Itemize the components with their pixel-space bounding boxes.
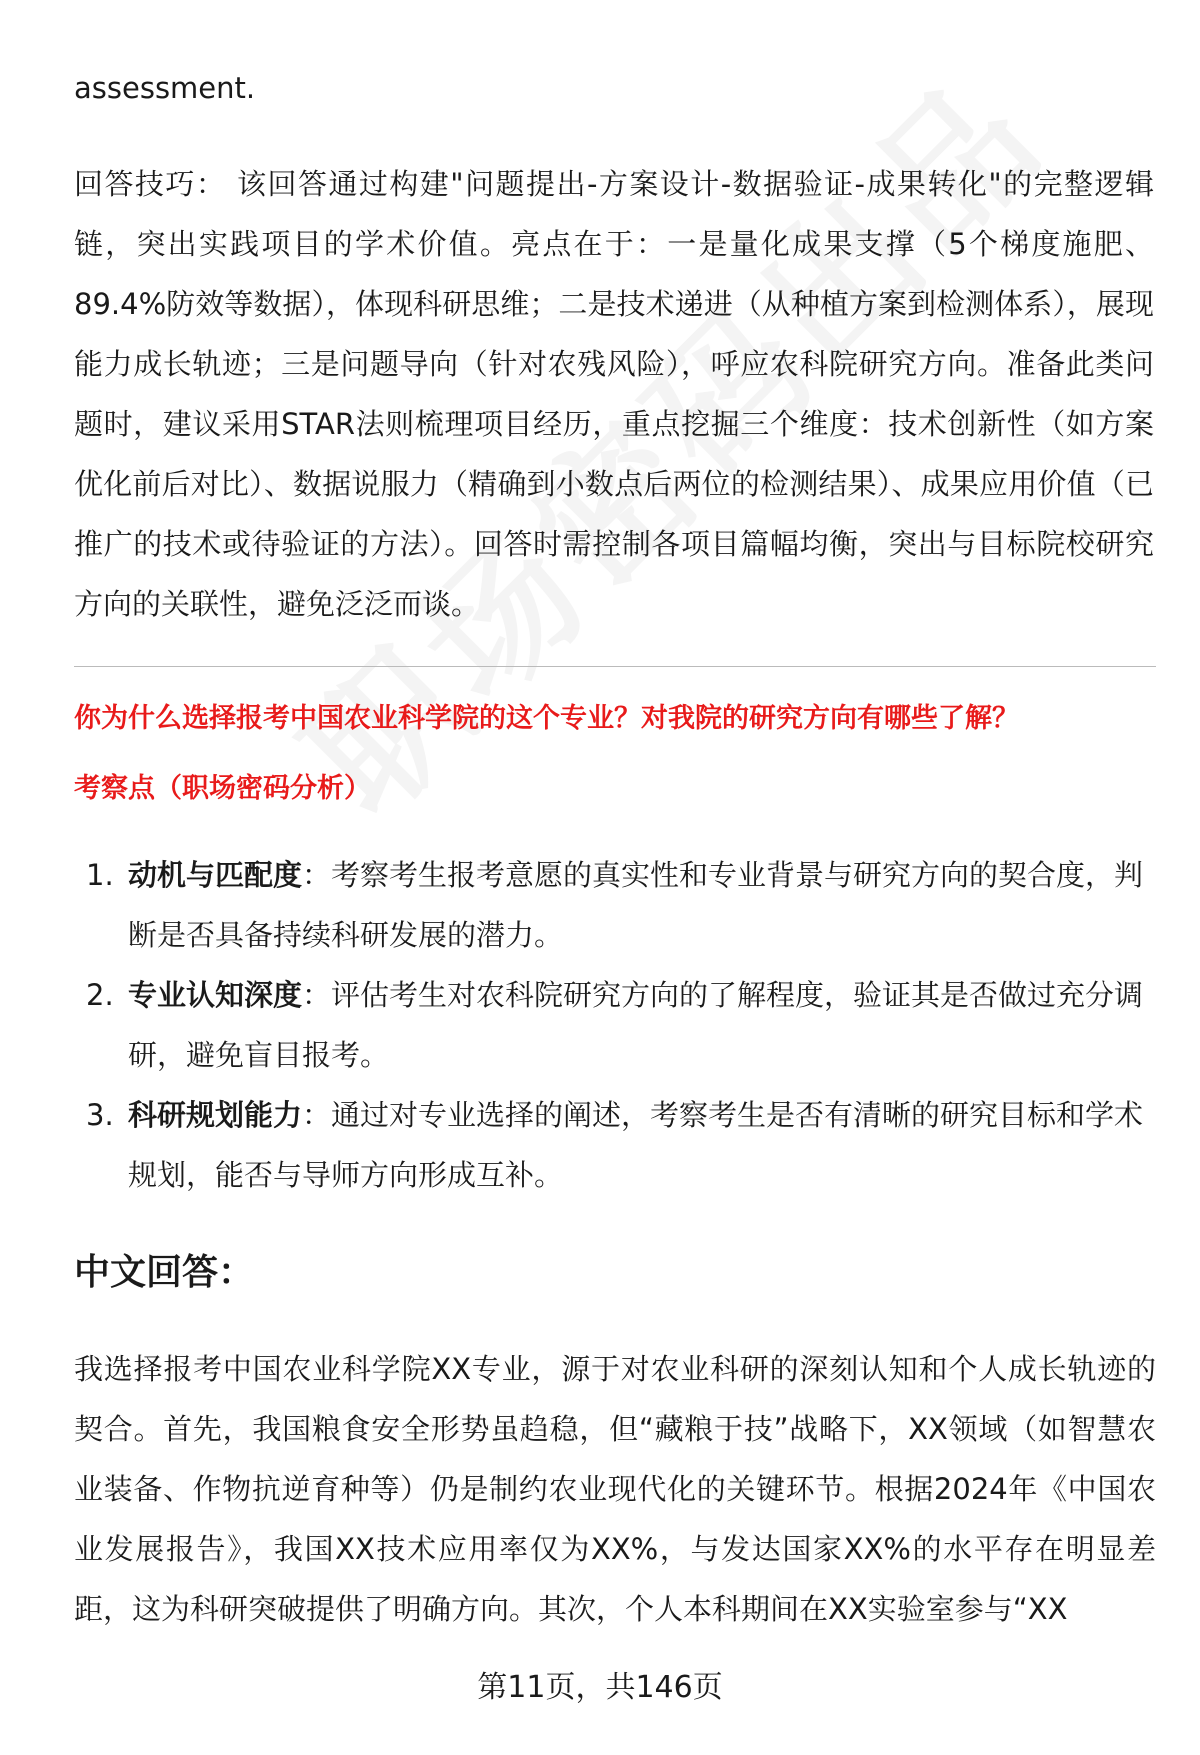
chinese-answer-paragraph: 我选择报考中国农业科学院XX专业，源于对农业科研的深刻认知和个人成长轨迹的契合。首先，我国粮食安全形势虽趋稳，但“藏粮于技”战略下，XX领域（如智慧农业装备、作物抗逆育种等）仍是制约农业现代化的关键环节。根据2024年《中国农业发展报告》，我国XX技术应用率仅为XX%，与发达国家XX%的水平存在明显差距，这为科研突破提供了明确方向。其次，个人本科期间在XX实验室参与“XX bbox=[74, 1352, 1156, 1626]
tips-section bbox=[74, 58, 1154, 634]
list-number: 1. bbox=[86, 858, 114, 892]
page-number: 第11页，共146页 bbox=[477, 1670, 723, 1705]
list-number: 3. bbox=[86, 1098, 114, 1132]
list-item bbox=[74, 965, 1154, 1085]
chinese-answer-title: 中文回答： bbox=[74, 1252, 255, 1293]
list-text: ：考察考生报考意愿的真实性和专业背景与研究方向的契合度，判断是否具备持续科研发展的潜力。 bbox=[128, 858, 1144, 952]
exam-point-list bbox=[74, 845, 1154, 1205]
list-term: 动机与匹配度 bbox=[128, 858, 303, 892]
answer-tips-paragraph: 回答技巧： 该回答通过构建"问题提出-方案设计-数据验证-成果转化"的完整逻辑链，突出实践项目的学术价值。亮点在于：一是量化成果支撑（5个梯度施肥、89.4%防效等数据），体现科研思维；二是技术递进（从种植方案到检测体系），展现能力成长轨迹；三是问题导向（针对农残风险），呼应农科院研究方向。准备此类问题时，建议采用STAR法则梳理项目经历，重点挖掘三个维度：技术创新性（如方案优化前后对比）、数据说服力（精确到小数点后两位的检测结果）、成果应用价值（已推广的技术或待验证的方法）。回答时需控制各项目篇幅均衡，突出与目标院校研究方向的关联性，避免泛泛而谈。 bbox=[74, 167, 1154, 621]
section-divider bbox=[74, 666, 1156, 667]
list-text: ：通过对专业选择的阐述，考察考生是否有清晰的研究目标和学术规划，能否与导师方向形成互补。 bbox=[128, 1098, 1144, 1192]
list-text: ：评估考生对农科院研究方向的了解程度，验证其是否做过充分调研，避免盲目报考。 bbox=[128, 978, 1144, 1072]
list-item bbox=[74, 1085, 1154, 1205]
list-number: 2. bbox=[86, 978, 114, 1012]
list-item bbox=[74, 845, 1154, 965]
list-term: 专业认知深度 bbox=[128, 978, 303, 1012]
exam-point-heading: 考察点（职场密码分析） bbox=[74, 773, 371, 804]
list-term: 科研规划能力 bbox=[128, 1098, 303, 1132]
interview-question: 你为什么选择报考中国农业科学院的这个专业？对我院的研究方向有哪些了解？ bbox=[74, 703, 1019, 734]
chinese-answer-section bbox=[74, 1339, 1156, 1639]
continued-text: assessment. bbox=[74, 71, 256, 105]
